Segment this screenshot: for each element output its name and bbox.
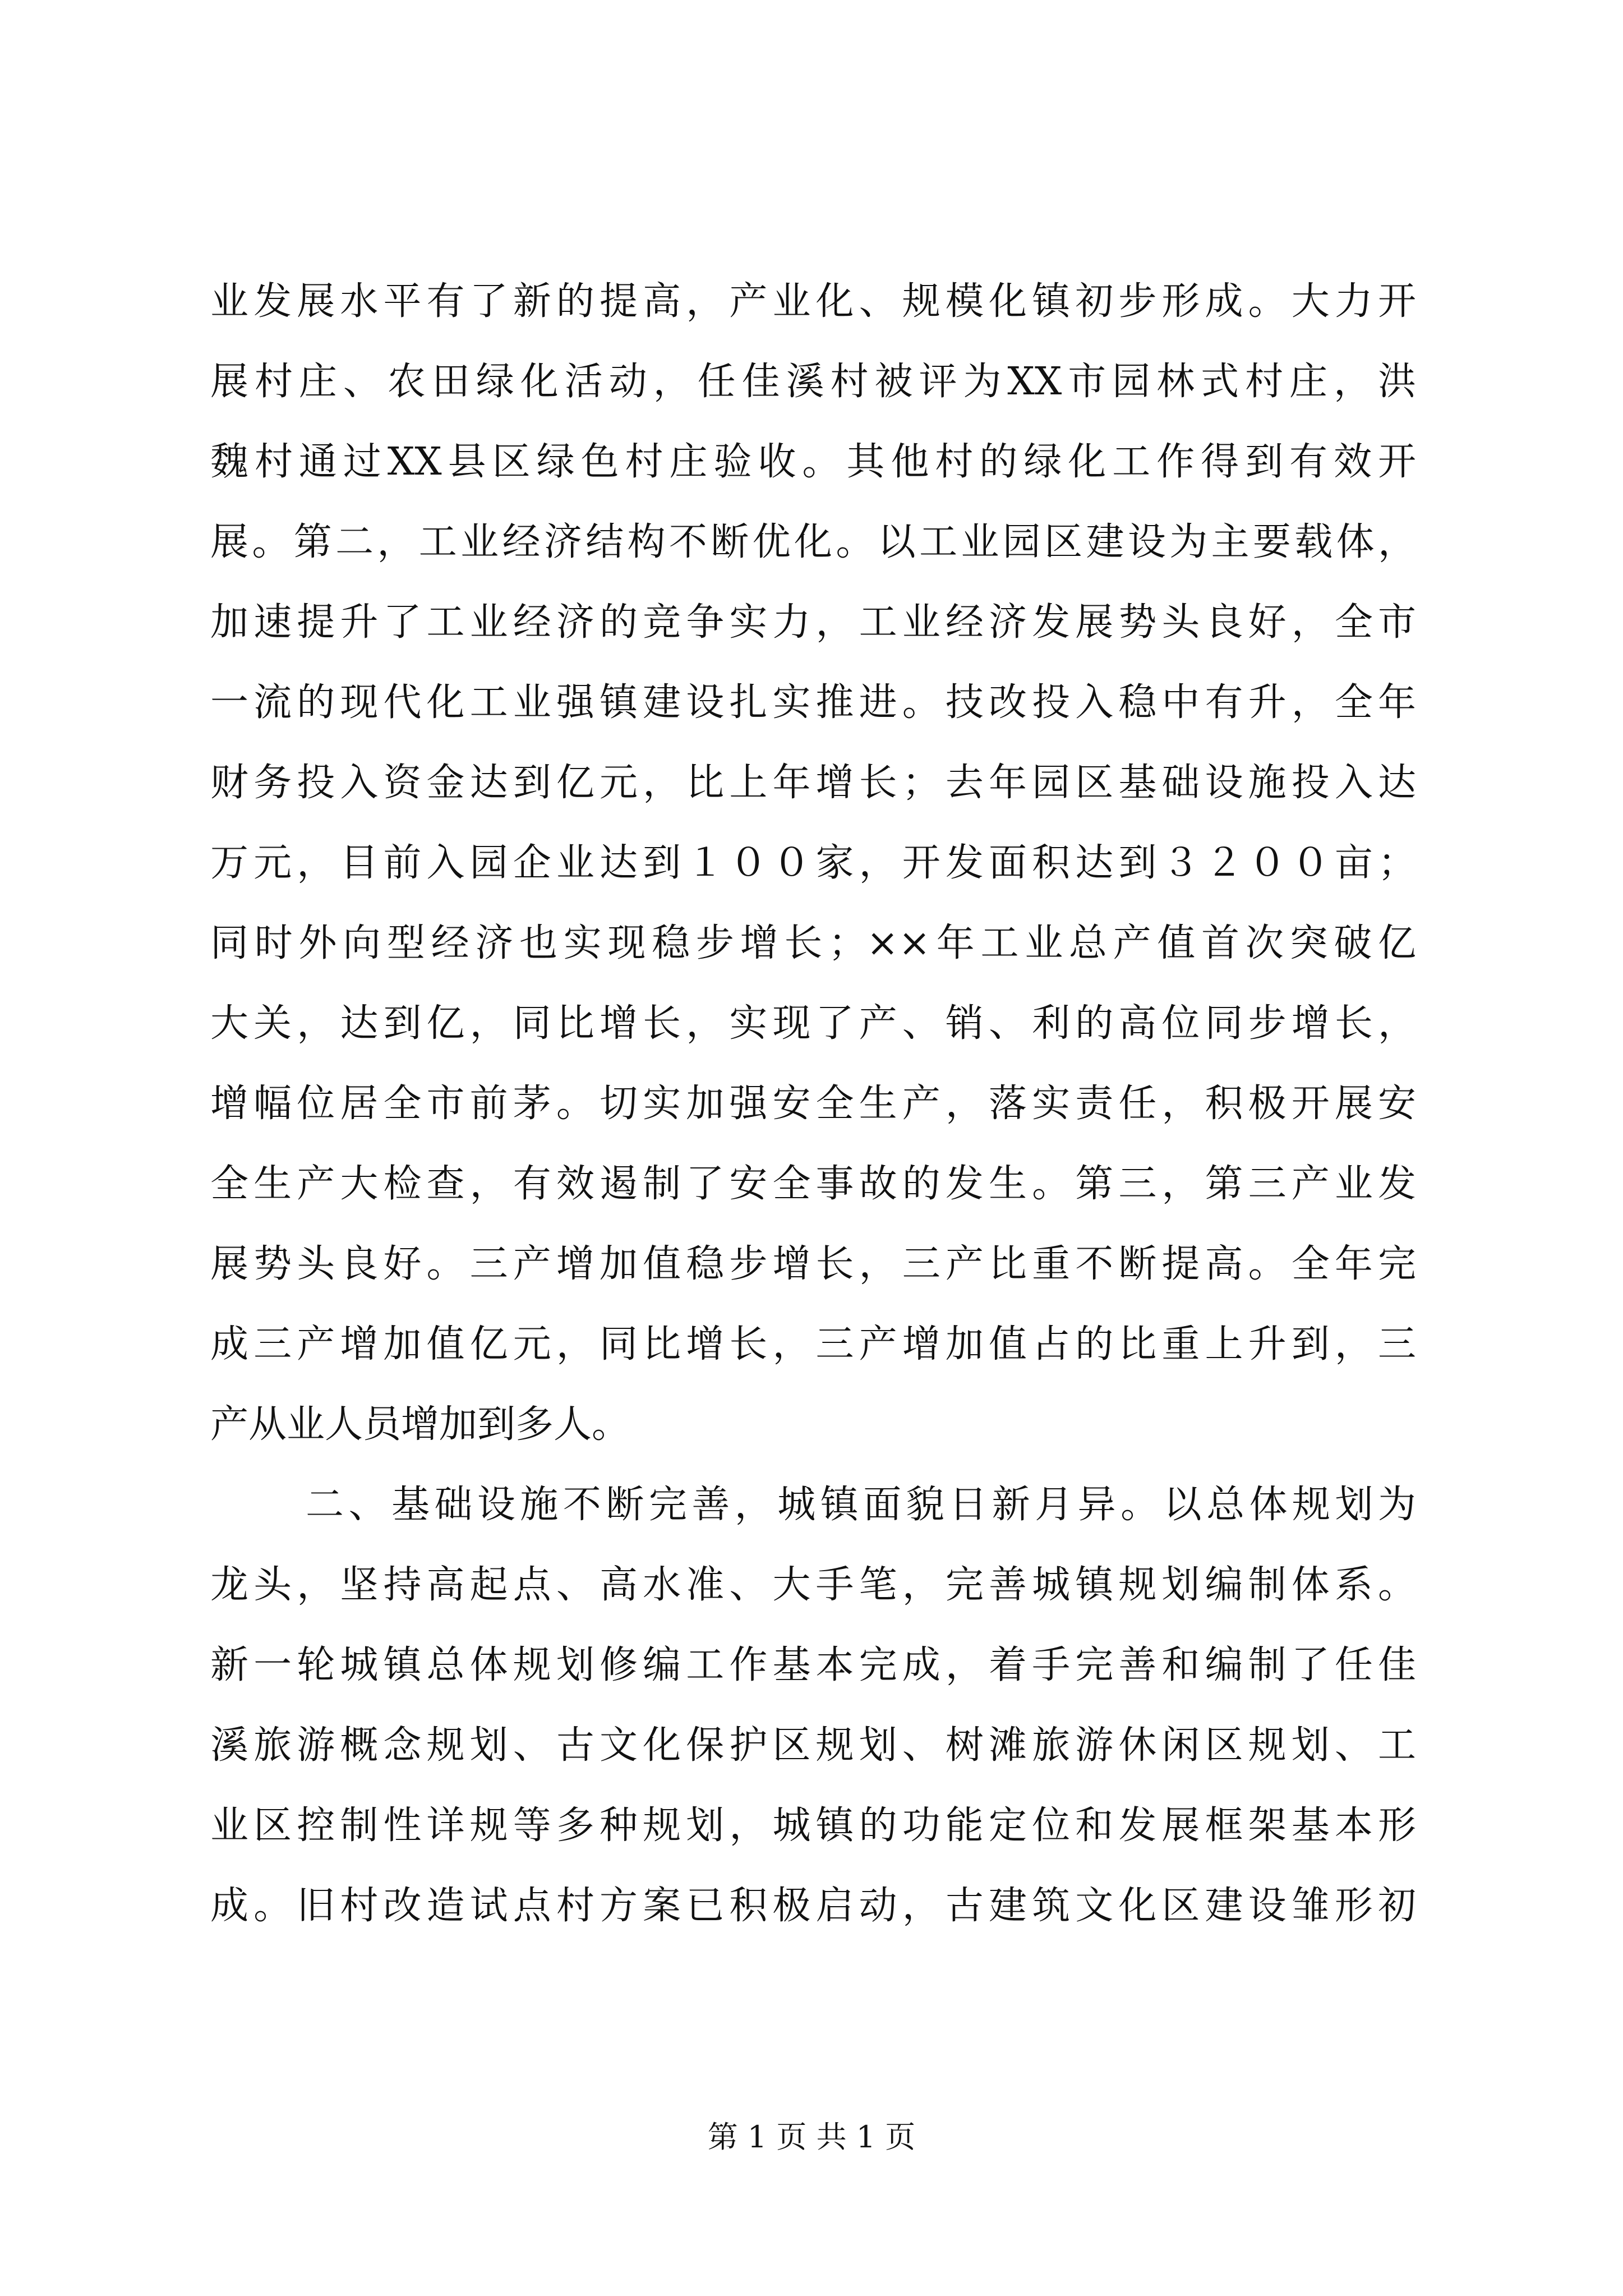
text-line: 溪旅游概念规划、古文化保护区规划、树滩旅游休闲区规划、工 <box>210 1723 1416 1768</box>
text-line: 成。旧村改造试点村方案已积极启动，古建筑文化区建设雏形初 <box>210 1884 1416 1928</box>
text-line: 同时外向型经济也实现稳步增长；××年工业总产值首次突破亿 <box>210 921 1416 965</box>
text-line: 财务投入资金达到亿元，比上年增长；去年园区基础设施投入达 <box>210 761 1416 805</box>
body-text <box>210 261 1416 1946</box>
text-line: 加速提升了工业经济的竞争实力，工业经济发展势头良好，全市 <box>210 600 1416 645</box>
paragraph-end-line: 产从业人员增加到多人。 <box>210 1402 630 1447</box>
text-line: 魏村通过XX县区绿色村庄验收。其他村的绿化工作得到有效开 <box>210 440 1416 484</box>
text-line: 展势头良好。三产增加值稳步增长，三产比重不断提高。全年完 <box>210 1242 1416 1286</box>
paragraph-start-line: 二、基础设施不断完善，城镇面貌日新月异。以总体规划为 <box>306 1483 1416 1527</box>
page-number-footer: 第 1 页 共 1 页 <box>707 2119 916 2155</box>
text-line: 业发展水平有了新的提高，产业化、规模化镇初步形成。大力开 <box>210 279 1416 324</box>
text-line: 万元，目前入园企业达到１００家，开发面积达到３２００亩； <box>210 841 1416 885</box>
text-line: 龙头，坚持高起点、高水准、大手笔，完善城镇规划编制体系。 <box>210 1563 1416 1607</box>
text-line: 展村庄、农田绿化活动，任佳溪村被评为XX市园林式村庄，洪 <box>210 360 1416 404</box>
text-line: 展。第二，工业经济结构不断优化。以工业园区建设为主要载体， <box>210 520 1416 564</box>
text-line: 大关，达到亿，同比增长，实现了产、销、利的高位同步增长， <box>210 1001 1416 1046</box>
text-line: 新一轮城镇总体规划修编工作基本完成，着手完善和编制了任佳 <box>210 1643 1416 1687</box>
text-line: 全生产大检查，有效遏制了安全事故的发生。第三，第三产业发 <box>210 1162 1416 1206</box>
text-line: 一流的现代化工业强镇建设扎实推进。技改投入稳中有升，全年 <box>210 680 1416 725</box>
text-line: 增幅位居全市前茅。切实加强安全生产，落实责任，积极开展安 <box>210 1082 1416 1126</box>
text-line: 成三产增加值亿元，同比增长，三产增加值占的比重上升到，三 <box>210 1322 1416 1366</box>
text-line: 业区控制性详规等多种规划，城镇的功能定位和发展框架基本形 <box>210 1803 1416 1848</box>
